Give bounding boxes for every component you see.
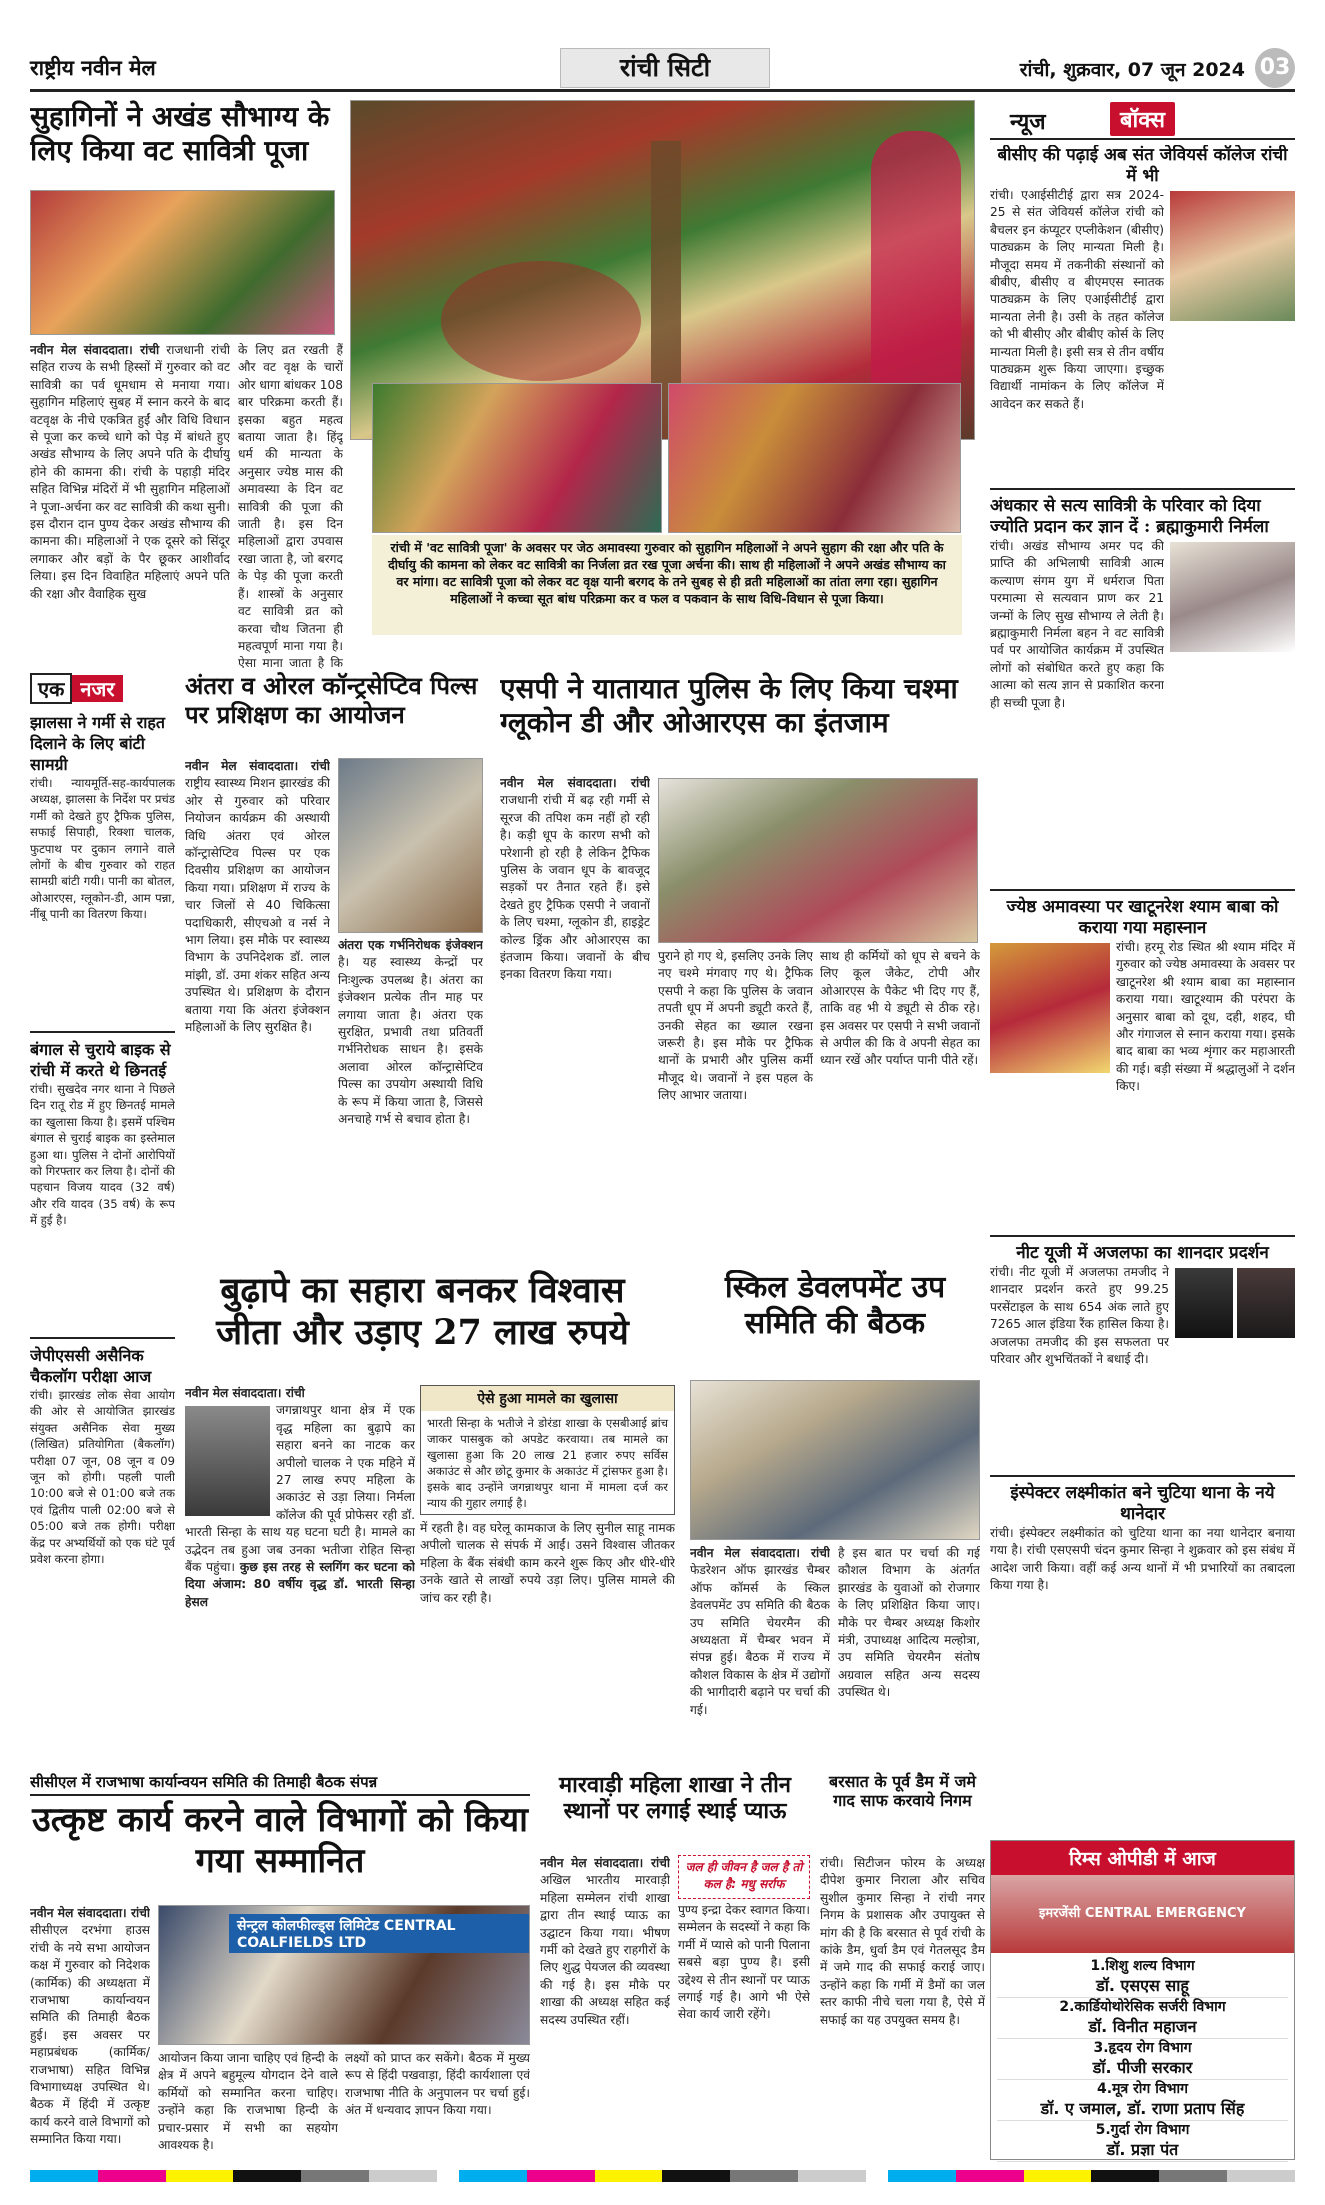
- budhape-col-1: [185, 1385, 415, 1765]
- rims-photo-banner: इमरजेंसी CENTRAL EMERGENCY: [1039, 1906, 1246, 1921]
- rims-list: [991, 1953, 1294, 2166]
- newsbox-text-5: रांची। इंस्पेक्टर लक्ष्मीकांत को चुटिया थाना का नया थानेदार बनाया गया है। रांची एसएसपी चंदन कुमार सिन्हा ने शुक्रवार को इस संबंध में आदेश जारी किया। वहीं कई अन्य थानों में भी प्रभारियों का तबादला किया गया है।: [990, 1526, 1295, 1593]
- cil-headline-box: [30, 1800, 530, 1900]
- cil-headline: उत्कृष्ट कार्य करने वाले विभागों को किया गया सम्मानित: [32, 1800, 528, 1881]
- lead-body-2: के लिए व्रत रखती हैं और वट वृक्ष के चारों ओर धागा बांधकर 108 बार परिक्रमा करती हैं। इसका बहुत महत्व बताया जाता है। हिंदू धर्म की मान्यता के अनुसार ज्येष्ठ मास की अमावस्या के दिन वट सावित्री की पूजा की जाती है। इस दिन महिलाओं द्वारा उपवास रखा जाता है, जो बरगद के पेड़ की पूजा करती हैं। शास्त्रों के अनुसार वट सावित्री व्रत को करवा चौथ जितना ही महत्वपूर्ण माना गया है। ऐसा माना जाता है कि: [238, 343, 343, 671]
- antara-body-2: है। यह स्वास्थ्य केन्द्रों पर निःशुल्क उपलब्ध है। अंतरा का इंजेक्शन प्रत्येक तीन माह पर लगाया जाता है। अंतरा एक सुरक्षित, प्रभावी तथा प्रतिवर्ती गर्भनिरोधक साधन है। इसके अलावा ओरल कॉन्ट्रासेप्टिव पिल्स का उपयोग अस्थायी विधि के रूप में किया जाता है, जिससे अनचाहे गर्भ से बचाव होता है।: [338, 955, 483, 1127]
- newsbox-headline-2: अंधकार से सत्य सावित्री के परिवार को दिया ज्योति प्रदान कर ज्ञान दें : ब्रह्माकुमारी निर्मला: [990, 496, 1269, 537]
- ek-nazar-text-1: रांची। न्यायमूर्ति-सह-कार्यपालक अध्यक्ष, झालसा के निर्देश पर प्रचंड गर्मी को देखते हुए ट्रैफिक पुलिस, सफाई सिपाही, रिक्शा चालक, फुटपाथ पर दुकान लगाने वाले लोगों के बीच गुरुवार को राहत सामग्री बांटी गयी। पानी का बोतल, ओआरएस, ग्लूकोन-डी, आम पन्ना, नींबू पानी का वितरण किया।: [30, 776, 175, 922]
- shyam-baba-photo: [990, 943, 1110, 1073]
- lead-col-1: [30, 342, 230, 672]
- lead-body-1: राजधानी रांची सहित राज्य के सभी हिस्सों में गुरुवार को वट सावित्री का पर्व धूमधाम से मनाया गया। सुहागिन महिलाएं सुबह में स्नान करने के बाद वटवृक्ष के नीचे एकत्रित हुईं और विधि विधान से पूजा कर कच्चे धागे को पेड़ में बांधते हुए अखंड सौभाग्य के लिए अपने पति के दीर्घायु होने की कामना की। रांची के पहाड़ी मंदिर सहित विभिन्न मंदिरों में भी सुहागिन महिलाओं ने पूजा-अर्चना कर वट सावित्री की कथा सुनी। इस दौरान दान पुण्य देकर अखंड सौभाग्य की कामना की। महिलाओं ने एक दूसरे को सिंदूर लगाकर और बड़ों के पैर छूकर आशीर्वाद लिया। इस दिन विवाहित महिलाएं अपने पति की रक्षा और वैवाहिक सुख: [30, 343, 230, 601]
- newsbox-text-4: रांची। नीट यूजी में अजलफा तमजीद ने शानदार प्रदर्शन करते हुए 99.25 परसेंटाइल के साथ 654 अंक लाते हुए 7265 आल इंडिया रैंक हासिल किया है। अजलफा तमजीद की इस सफलता पर परिवार और शुभचिंतकों ने बधाई दी।: [990, 1265, 1169, 1367]
- lead-headline-box: [30, 100, 340, 190]
- lead-byline: नवीन मेल संवाददाता। रांची: [30, 343, 160, 357]
- news-box-label: [990, 100, 1295, 140]
- divider: [990, 488, 1295, 490]
- police-photo: [658, 778, 978, 943]
- budhape-body-3: में रहती है। वह घरेलू कामकाज के लिए सुनील साहू नामक अपीलो चालक से संपर्क में आईं। उसने विश्वास जीतकर महिला के बैंक संबंधी काम करने शुरू किए और धीरे-धीरे उनके खाते से लाखों रुपये उड़ा लिए। पुलिस मामले की जांच कर रही है।: [420, 1521, 675, 1605]
- news-box-label-a: न्यूज: [1010, 110, 1046, 135]
- divider: [990, 1475, 1295, 1477]
- rims-title: रिम्स ओपीडी में आज: [991, 1841, 1294, 1875]
- ek-nazar-text-3: रांची। झारखंड लोक सेवा आयोग की ओर से आयोजित झारखंड संयुक्त असैनिक सेवा मुख्य (लिखित) प्रतियोगिता (बैकलॉग) परीक्षा 07 जून, 08 जून व 09 जून को होगी। पहली पाली 10:00 बजे से 01:00 बजे तक एवं द्वितीय पाली 02:00 बजे से 05:00 बजे तक होगी। परीक्षा केंद्र पर अभ्यर्थियों को एक घंटे पूर्व प्रवेश करना होगा।: [30, 1388, 175, 1567]
- lead-headline: सुहागिनों ने अखंड सौभाग्य के लिए किया वट सावित्री पूजा: [30, 100, 330, 167]
- ek-nazar-column: [30, 712, 175, 1827]
- divider: [30, 1031, 175, 1033]
- marwari-headline: मारवाड़ी महिला शाखा ने तीन स्थानों पर लगाई स्थाई प्याऊ: [558, 1772, 792, 1825]
- marwari-quote: जल ही जीवन है जल है तो कल है: मधु सर्राफ: [678, 1855, 810, 1899]
- print-color-bar: [30, 2170, 1295, 2182]
- budhape-body-2: कुछ इस तरह से स्लगिंग कर घटना को दिया अंजाम: 80 वर्षीय वृद्ध डॉ. भारती सिन्हा हेसल: [185, 1560, 415, 1609]
- budhape-col-2: [420, 1520, 675, 1765]
- cil-kicker: सीसीएल में राजभाषा कार्यान्वयन समिति की तिमाही बैठक संपन्न: [30, 1773, 378, 1791]
- news-box-label-b: बॉक्स: [1110, 102, 1175, 136]
- sp-col-3: [820, 948, 980, 1263]
- antara-col-1: [185, 758, 330, 1258]
- lead-photo-caption: रांची में 'वट सावित्री पूजा' के अवसर पर जेठ अमावस्या गुरुवार को सुहागिन महिलाओं ने अपने सुहाग की रक्षा और पति के दीर्घायु की कामना को लेकर वट सावित्री का निर्जला व्रत रख पूजा अर्चना की। साथ ही महिलाओं ने अपने अखंड सौभाग्य का वर मांगा। वट सावित्री पूजा को लेकर वट वृक्ष यानी बरगद के तने सुबह से ही व्रती महिलाओं का तांता लगा रहा। सुहागिन महिलाओं ने कच्चा सूत बांध परिक्रमा कर व फल व पकवान के साथ विधि-विधान से पूजा किया।: [372, 535, 962, 635]
- ccl-photo-banner: सेन्ट्रल कोलफील्ड्स लिमिटेड CENTRAL COALFIELDS LTD: [229, 1914, 529, 1953]
- skill-col-2: [838, 1545, 980, 1770]
- sp-col-2: [658, 948, 813, 1263]
- sp-col-1: [500, 775, 650, 1265]
- rims-opd-box: [990, 1840, 1295, 2160]
- student-photo-2: [1237, 1268, 1295, 1338]
- lead-col-2: [238, 342, 343, 672]
- budhape-headline: बुढ़ापे का सहारा बनकर विश्वास जीता और उड़ाए 27 लाख रुपये: [216, 1270, 629, 1353]
- marwari-body-1: अखिल भारतीय मारवाड़ी महिला सम्मेलन रांची शाखा द्वारा तीन स्थाई प्याऊ का उद्घाटन किया गया। भीषण गर्मी को देखते हुए राहगीरों के लिए शुद्ध पेयजल की व्यवस्था की गई है। इस मौके पर शाखा की अध्यक्ष सहित कई सदस्य उपस्थित रहीं।: [540, 1873, 670, 2027]
- barsat-col: [820, 1855, 985, 2165]
- student-photo-1: [1175, 1268, 1233, 1338]
- newsbox-headline-3: ज्येष्ठ अमावस्या पर खाटूनरेश श्याम बाबा को कराया गया महास्नान: [1006, 897, 1279, 938]
- section-title: रांची सिटी: [560, 48, 770, 88]
- ccl-photo: [158, 1905, 530, 2045]
- antara-body-1: राष्ट्रीय स्वास्थ्य मिशन झारखंड की ओर से गुरुवार को परिवार नियोजन कार्यक्रम की अस्थायी विधि अंतरा एवं ओरल कॉन्ट्रासेप्टिव पिल्स पर एक दिवसीय प्रशिक्षण का आयोजन किया गया। प्रशिक्षण में राज्य के चार जिलों से 40 चिकित्सा पदाधिकारी, सीएचओ व नर्स ने भाग लिया। इस मौके पर स्वास्थ्य विभाग के उपनिदेशक डॉ. लाल मांझी, डॉ. उमा शंकर सहित अन्य उपस्थित थे। प्रशिक्षण के दौरान बताया गया कि अंतरा इंजेक्शन महिलाओं के लिए सुरक्षित है।: [185, 776, 330, 1035]
- antara-byline: नवीन मेल संवाददाता। रांची: [185, 759, 330, 773]
- cil-col-1: [30, 1905, 150, 2165]
- rims-photo: [991, 1875, 1294, 1953]
- barsat-headline-box: [820, 1772, 985, 1852]
- marwari-body-2: पुण्य इन्द्रा देकर स्वागत किया। सम्मेलन के सदस्यों ने कहा कि गर्मी में प्यासे को पानी पिलाना सबसे बड़ा पुण्य है। इसी उद्देश्य से तीन स्थानों पर प्याऊ लगाई गई है। आगे भी ऐसे सेवा कार्य जारी रहेंगे।: [678, 1903, 810, 2022]
- accused-photo: [185, 1406, 270, 1516]
- antara-col-2: [338, 937, 483, 1257]
- rims-dept-3: 3.हृदय रोग विभाग: [1093, 2040, 1192, 2056]
- ek-nazar-headline-1: झालसा ने गर्मी से राहत दिलाने के लिए बांटी सामग्री: [30, 713, 166, 774]
- antara-headline-box: [185, 672, 485, 752]
- skill-headline-box: [690, 1270, 980, 1375]
- ek-nazar-headline-3: जेपीएससी असैनिक चैकलॉग परीक्षा आज: [30, 1346, 152, 1386]
- rims-doctor-5: डॉ. प्रज्ञा पंत: [997, 2140, 1288, 2162]
- divider: [990, 1235, 1295, 1237]
- marwari-col-2: [678, 1902, 810, 2165]
- antara-photo-caption: अंतरा एक गर्भनिरोधक इंजेक्शन: [338, 938, 483, 952]
- barsat-headline: बरसात के पूर्व डैम में जमे गाद साफ करवाये निगम: [828, 1772, 977, 1811]
- cil-byline: नवीन मेल संवाददाता। रांची: [30, 1906, 150, 1920]
- training-photo: [338, 758, 483, 933]
- meeting-photo: [690, 1380, 980, 1540]
- budhape-box: [420, 1385, 675, 1515]
- puja-photo-inset-2: [668, 383, 961, 533]
- marwari-headline-box: [540, 1772, 810, 1852]
- rims-dept-4: 4.मूत्र रोग विभाग: [1097, 2081, 1188, 2097]
- cil-kicker-box: [30, 1772, 530, 1796]
- news-box-column: [990, 145, 1295, 1835]
- ek-nazar-label: [30, 673, 170, 705]
- marwari-byline: नवीन मेल संवाददाता। रांची: [540, 1856, 670, 1870]
- budhape-box-text: भारती सिन्हा के भतीजे ने डोरंडा शाखा के एसबीआई ब्रांच जाकर पासबुक को अपडेट करवाया। तब मामले का खुलासा हुआ कि 20 लाख 21 हजार रुपए सर्विस अकाउंट से और छोटू कुमार के अकाउंट में ट्रांसफर हुआ है। इसके बाद उन्होंने जगन्नाथपुर थाना में मामला दर्ज कर न्याय की गुहार लगाई है।: [427, 1416, 668, 1510]
- cil-body-1: सीसीएल दरभंगा हाउस रांची के नये सभा आयोजन कक्ष में गुरुवार को निदेशक (कार्मिक) की अध्यक्षता में राजभाषा कार्यान्वयन समिति की तिमाही बैठक हुई। इस अवसर पर महाप्रबंधक (कार्मिक/राजभाषा) सहित विभिन्न विभागाध्यक्ष उपस्थित थे। बैठक में हिंदी में उत्कृष्ट कार्य करने वाले विभागों को सम्मानित किया गया।: [30, 1923, 150, 2147]
- dateline: रांची, शुक्रवार, 07 जून 2024: [1019, 59, 1245, 81]
- budhape-box-title: ऐसे हुआ मामले का खुलासा: [421, 1386, 674, 1411]
- cil-body-3: लक्ष्यों को प्राप्त कर सकेंगे। बैठक में मुख्य रूप से हिंदी पखवाड़ा, हिंदी कार्यशाला एवं राजभाषा नीति के अनुपालन पर चर्चा हुई। अंत में धन्यवाद ज्ञापन किया गया।: [345, 2051, 530, 2118]
- newsbox-text-3: रांची। हरमू रोड स्थित श्री श्याम मंदिर में गुरुवार को ज्येष्ठ अमावस्या के अवसर पर खाटूनरेश श्री श्याम बाबा का महास्नान कराया गया। खाटूश्याम की परंपरा के अनुसार बाबा को दूध, दही, शहद, घी और गंगाजल से स्नान कराया गया। इसके बाद बाबा का भव्य शृंगार कर महाआरती की गई। बड़ी संख्या में श्रद्धालुओं ने दर्शन किए।: [1116, 940, 1295, 1094]
- rims-doctor-2: डॉ. विनीत महाजन: [997, 2017, 1288, 2039]
- newsbox-text-2: रांची। अखंड सौभाग्य अमर पद की प्राप्ति की अभिलाषी सावित्री आत्म कल्याण संगम युग में धर्मराज पिता परमात्मा से सत्यवान प्राण कर 21 जन्मों के लिए सुख सौभाग्य ले लेती है। ब्रह्माकुमारी निर्मला बहन ने वट सावित्री पर्व पर आयोजित कार्यक्रम में उपस्थित लोगों को संबोधित करते हुए कहा कि आत्मा को सत्य ज्ञान से प्रकाशित करना ही सच्ची पूजा है।: [990, 539, 1164, 710]
- newsbox-headline-1: बीसीए की पढ़ाई अब संत जेवियर्स कॉलेज रांची में भी: [997, 145, 1288, 186]
- puja-photo-small: [30, 190, 335, 335]
- marwari-col-1: [540, 1855, 670, 2165]
- skill-headline: स्किल डेवलपमेंट उप समिति की बैठक: [724, 1270, 946, 1341]
- skill-body-1: फेडरेशन ऑफ झारखंड चैम्बर ऑफ कॉमर्स के स्किल डेवलपमेंट उप समिति की बैठक उप समिति चेयरमैन की अध्यक्षता में चैम्बर भवन में संपन्न हुई। बैठक में राज्य में कौशल विकास के क्षेत्र में उद्योगों की भागीदारी बढ़ाने पर चर्चा की गई।: [690, 1563, 830, 1717]
- page-number: 03: [1255, 48, 1295, 88]
- sp-headline-box: [500, 672, 980, 772]
- budhape-body-1: जगन्नाथपुर थाना क्षेत्र में एक वृद्ध महिला का बुढ़ापे का सहारा बनने का नाटक कर अपीलो चालक ने एक महिने में 27 लाख रुपए महिला के अकाउंट से उड़ा लिया। निर्मला कॉलेज की पूर्व प्रोफेसर रही डॉ. भारती सिन्हा के साथ यह घटना घटी है। मामले का उद्भेदन तब हुआ जब उनका भतीजा रोहित सिन्हा बैंक पहुंचा।: [185, 1403, 415, 1575]
- divider: [30, 1337, 175, 1339]
- rims-dept-2: 2.कार्डियोथोरेसिक सर्जरी विभाग: [1059, 1999, 1226, 2015]
- ek-nazar-label-a: एक: [30, 673, 72, 704]
- student-photos: [1175, 1268, 1295, 1338]
- newsbox-headline-4: नीट यूजी में अजलफा का शानदार प्रदर्शन: [1016, 1243, 1269, 1263]
- sp-headline: एसपी ने यातायात पुलिस के लिए किया चश्मा ग्लूकोन डी और ओआरएस का इंतजाम: [500, 672, 958, 739]
- rims-dept-5: 5.गुर्दा रोग विभाग: [1095, 2122, 1190, 2138]
- budhape-headline-box: [185, 1270, 660, 1380]
- sp-byline: नवीन मेल संवाददाता। रांची: [500, 776, 650, 790]
- rims-doctor-4: डॉ. ए जमाल, डॉ. राणा प्रताप सिंह: [997, 2099, 1288, 2121]
- ek-nazar-text-2: रांची। सुखदेव नगर थाना ने पिछले दिन रातू रोड में हुए छिनतई मामले का खुलासा किया है। इसमें पश्चिम बंगाल से चुराई बाइक का इस्तेमाल हुआ था। पुलिस ने दोनों आरोपियों को गिरफ्तार कर लिया है। दोनों की पहचान विजय यादव (32 वर्ष) और रवि यादव (35 वर्ष) के रूप में हुई है।: [30, 1082, 175, 1228]
- antara-headline: अंतरा व ओरल कॉन्ट्रसेप्टिव पिल्स पर प्रशिक्षण का आयोजन: [185, 672, 478, 729]
- rims-doctor-3: डॉ. पीजी सरकार: [997, 2058, 1288, 2080]
- sp-body-3: साथ ही कर्मियों को धूप से बचने के लिए कूल जैकेट, टोपी और ओआरएस के पैकेट भी दिए गए हैं, ताकि वह भी ये ड्यूटी से ठीक रहे। इस अवसर पर एसपी ने सभी जवानों से अपील की कि वे अपनी सेहत का ध्यान रखें और पर्याप्त पानी पीते रहें।: [820, 949, 980, 1068]
- puja-photo-inset-1: [372, 383, 662, 533]
- skill-col-1: [690, 1545, 830, 1770]
- newsbox-text-1: रांची। एआईसीटीई द्वारा सत्र 2024-25 से संत जेवियर्स कॉलेज रांची को बैचलर इन कंप्यूटर एप्लीकेशन (बीसीए) पाठ्यक्रम के लिए मान्यता मिली है। मौजूदा समय में तकनीकी संस्थानों को बीबीए, बीसीए व बीएमएस स्नातक पाठ्यक्रम के लिए एआईसीटीई द्वारा मान्यता लेनी है। उसी के तहत कॉलेज को भी बीसीए और बीबीए कोर्स के लिए मान्यता मिली है। इसी सत्र से तीन वर्षीय पाठ्यक्रम शुरू किया जाएगा। इच्छुक विद्यार्थी नामांकन के लिए कॉलेज में आवेदन कर सकते हैं।: [990, 188, 1164, 411]
- ek-nazar-headline-2: बंगाल से चुराये बाइक से रांची में करते थे छिनतई: [30, 1040, 171, 1080]
- college-photo: [1170, 191, 1295, 321]
- cil-col-3: [345, 2050, 530, 2165]
- barsat-body: रांची। सिटीजन फोरम के अध्यक्ष दीपेश कुमार निराला और सचिव सुशील कुमार सिन्हा ने रांची नगर निगम के प्रशासक और उपायुक्त से मांग की है कि बरसात से पूर्व रांची के कांके डैम, धुर्वा डैम एवं गेतलसूद डैम में जमे गाद की सफाई कराई जाए। उन्होंने कहा कि गर्मी में डैमों का जल स्तर काफी नीचे चला गया है, ऐसे में सफाई का यह उपयुक्त समय है।: [820, 1856, 985, 2027]
- sp-body-2: पुराने हो गए थे, इसलिए उनके लिए नए चश्मे मंगवाए गए थे। ट्रैफिक एसपी ने कहा कि पुलिस के जवान तपती धूप में अपनी ड्यूटी करते हैं, उनकी सेहत का ख्याल रखना जरूरी है। इस मौके पर ट्रैफिक थानों के प्रभारी और पुलिस कर्मी मौजूद थे। जवानों ने इस पहल के लिए आभार जताया।: [658, 949, 813, 1103]
- newsbox-headline-5: इंस्पेक्टर लक्ष्मीकांत बने चुटिया थाना के नये थानेदार: [1010, 1483, 1275, 1524]
- rims-dept-1: 1.शिशु शल्य विभाग: [1090, 1958, 1195, 1974]
- cil-col-2: [158, 2050, 338, 2165]
- sp-body-1: राजधानी रांची में बढ़ रही गर्मी से सूरज की तपिश कम नहीं हो रही है। कड़ी धूप के कारण सभी को परेशानी हो रही है लेकिन ट्रैफिक पुलिस के जवान धूप के बावजूद सड़कों पर तैनात रहते हैं। इसे देखते हुए ट्रैफिक एसपी ने जवानों के लिए चश्मा, ग्लूकोन डी, हाइड्रेट कोल्ड ड्रिंक और ओआरएस का इंतजाम किया। जवानों के बीच इनका वितरण किया गया।: [500, 793, 650, 982]
- rims-doctor-1: डॉ. एसएस साहू: [997, 1976, 1288, 1998]
- budhape-byline: नवीन मेल संवाददाता। रांची: [185, 1386, 305, 1400]
- divider: [990, 889, 1295, 891]
- page-header: [30, 46, 1295, 92]
- skill-byline: नवीन मेल संवाददाता। रांची: [690, 1546, 830, 1560]
- paper-name: राष्ट्रीय नवीन मेल: [30, 55, 156, 80]
- skill-body-2: है इस बात पर चर्चा की गई कौशल विभाग के अंतर्गत झारखंड के युवाओं को रोजगार के लिए प्रशिक्षित किया जाए। मौके पर चैम्बर अध्यक्ष किशोर मंत्री, उपाध्यक्ष आदित्य मल्होत्रा, उप समिति चेयरमैन संतोष अग्रवाल सहित अन्य सदस्य उपस्थित थे।: [838, 1546, 980, 1700]
- speaker-photo: [1170, 542, 1295, 652]
- cil-body-2: आयोजन किया जाना चाहिए एवं हिन्दी के क्षेत्र में अपने बहुमूल्य योगदान देने वाले कर्मियों को सम्मानित करना चाहिए। उन्होंने कहा कि राजभाषा हिन्दी के प्रचार-प्रसार में सभी का सहयोग आवश्यक है।: [158, 2051, 338, 2153]
- ek-nazar-label-b: नजर: [72, 675, 122, 702]
